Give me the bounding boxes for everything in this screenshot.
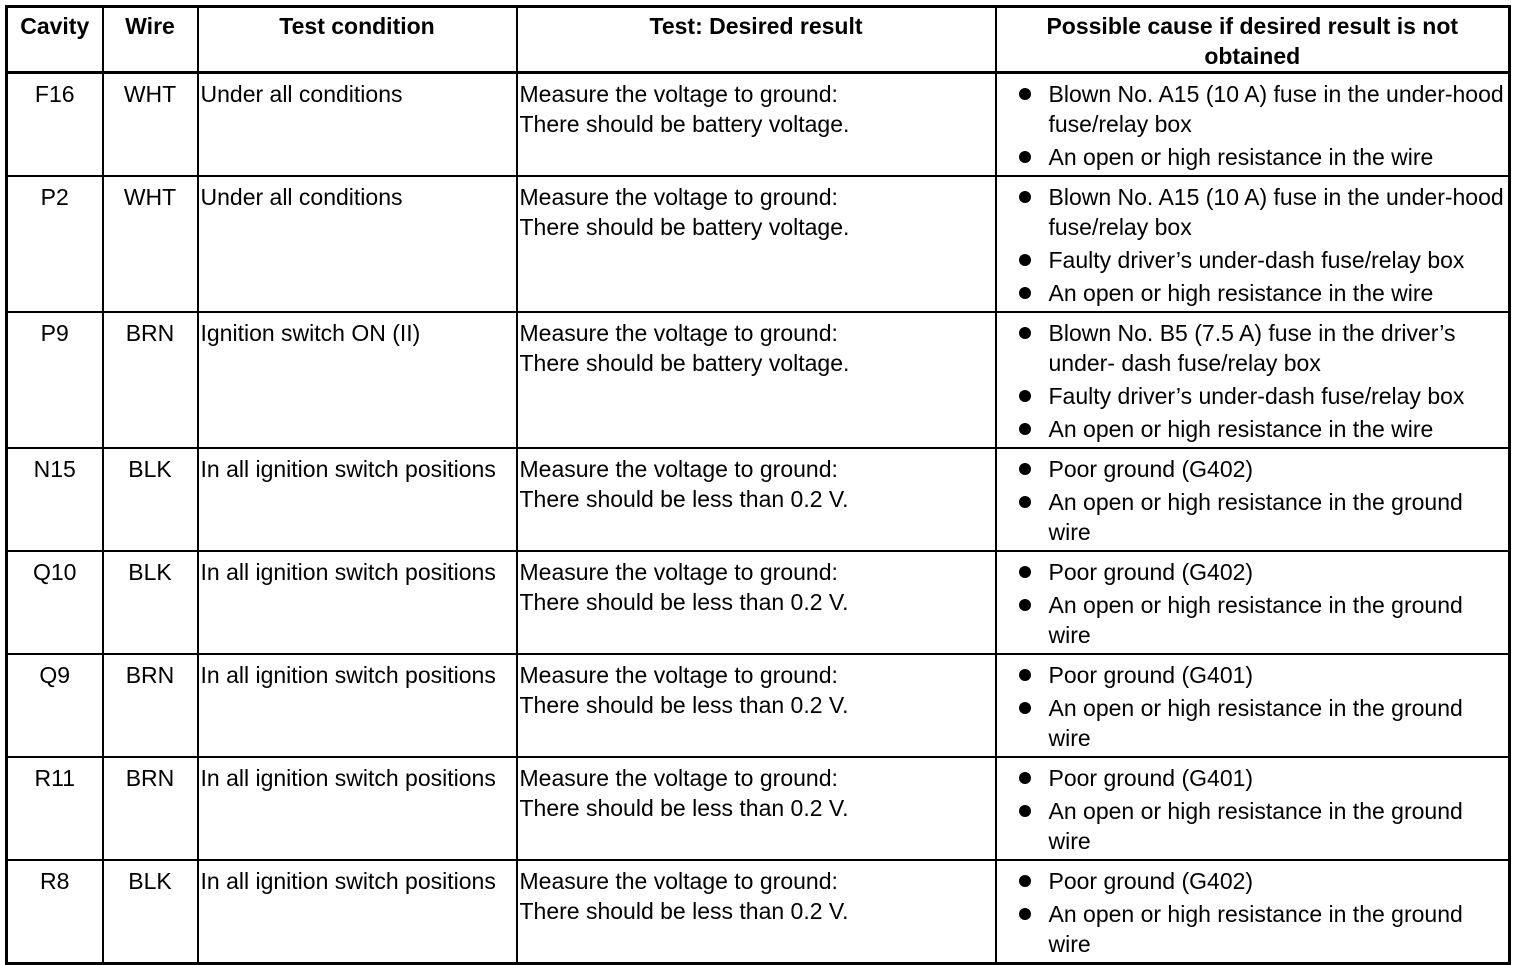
- cause-text: An open or high resistance in the wire: [1048, 416, 1434, 442]
- desired-result-cell: [517, 860, 996, 964]
- cavity-cell: F16: [7, 73, 103, 177]
- cause-text: An open or high resistance in the ground wire: [1048, 695, 1463, 751]
- cause-item: [1019, 796, 1505, 856]
- wire-cell: BRN: [103, 312, 198, 448]
- table-row: [7, 176, 1510, 312]
- bullet-icon: [1019, 287, 1031, 299]
- result-line: Measure the voltage to ground:: [519, 320, 838, 346]
- result-line: There should be battery voltage.: [519, 350, 850, 376]
- possible-cause-cell: [996, 757, 1510, 860]
- header-test-condition: Test condition: [198, 7, 517, 73]
- bullet-icon: [1019, 88, 1031, 100]
- header-desired-result: Test: Desired result: [517, 7, 996, 73]
- cause-text: Poor ground (G401): [1048, 662, 1254, 688]
- result-line: There should be battery voltage.: [519, 214, 850, 240]
- cause-list: [1019, 763, 1505, 856]
- cause-text: Faulty driver’s under-dash fuse/relay box: [1048, 383, 1465, 409]
- bullet-icon: [1019, 463, 1031, 475]
- table-row: [7, 448, 1510, 551]
- test-condition-cell: In all ignition switch positions: [198, 654, 517, 757]
- result-line: There should be less than 0.2 V.: [519, 589, 849, 615]
- result-line: There should be less than 0.2 V.: [519, 898, 849, 924]
- wire-cell: WHT: [103, 176, 198, 312]
- bullet-icon: [1019, 875, 1031, 887]
- table-row: [7, 73, 1510, 177]
- wire-cell: BLK: [103, 551, 198, 654]
- cause-text: An open or high resistance in the ground wire: [1048, 489, 1463, 545]
- cause-text: Poor ground (G402): [1048, 559, 1254, 585]
- bullet-icon: [1019, 669, 1031, 681]
- test-condition-cell: In all ignition switch positions: [198, 757, 517, 860]
- result-line: Measure the voltage to ground:: [519, 662, 838, 688]
- table-row: [7, 551, 1510, 654]
- test-condition-cell: Under all conditions: [198, 176, 517, 312]
- cause-item: [1019, 660, 1505, 690]
- cavity-cell: N15: [7, 448, 103, 551]
- cause-item: [1019, 182, 1505, 242]
- cavity-cell: P9: [7, 312, 103, 448]
- cause-item: [1019, 557, 1505, 587]
- desired-result-cell: [517, 312, 996, 448]
- result-line: There should be less than 0.2 V.: [519, 692, 849, 718]
- cavity-cell: Q9: [7, 654, 103, 757]
- cause-list: [1019, 557, 1505, 650]
- header-row: [7, 7, 1510, 73]
- test-condition-cell: Ignition switch ON (II): [198, 312, 517, 448]
- bullet-icon: [1019, 566, 1031, 578]
- cause-text: Blown No. A15 (10 A) fuse in the under-hood fuse/relay box: [1048, 81, 1504, 137]
- wire-cell: BLK: [103, 860, 198, 964]
- cause-text: An open or high resistance in the ground wire: [1048, 901, 1463, 957]
- cause-text: Poor ground (G402): [1048, 456, 1254, 482]
- bullet-icon: [1019, 191, 1031, 203]
- possible-cause-cell: [996, 312, 1510, 448]
- cause-item: [1019, 245, 1505, 275]
- table-row: [7, 860, 1510, 964]
- desired-result-cell: [517, 551, 996, 654]
- cause-item: [1019, 866, 1505, 896]
- cause-item: [1019, 487, 1505, 547]
- cause-text: Blown No. A15 (10 A) fuse in the under-hood fuse/relay box: [1048, 184, 1504, 240]
- possible-cause-cell: [996, 654, 1510, 757]
- result-line: Measure the voltage to ground:: [519, 456, 838, 482]
- result-line: Measure the voltage to ground:: [519, 765, 838, 791]
- possible-cause-cell: [996, 860, 1510, 964]
- wire-cell: BRN: [103, 757, 198, 860]
- wire-cell: WHT: [103, 73, 198, 177]
- possible-cause-cell: [996, 176, 1510, 312]
- cause-list: [1019, 79, 1505, 172]
- wire-cell: BRN: [103, 654, 198, 757]
- result-line: Measure the voltage to ground:: [519, 81, 838, 107]
- table-row: [7, 654, 1510, 757]
- possible-cause-cell: [996, 73, 1510, 177]
- test-condition-cell: In all ignition switch positions: [198, 551, 517, 654]
- result-line: Measure the voltage to ground:: [519, 868, 838, 894]
- cavity-cell: P2: [7, 176, 103, 312]
- bullet-icon: [1019, 702, 1031, 714]
- header-cavity: Cavity: [7, 7, 103, 73]
- result-line: There should be less than 0.2 V.: [519, 486, 849, 512]
- bullet-icon: [1019, 254, 1031, 266]
- cause-item: [1019, 899, 1505, 959]
- wire-cell: BLK: [103, 448, 198, 551]
- cause-list: [1019, 182, 1505, 308]
- bullet-icon: [1019, 908, 1031, 920]
- cavity-cell: R11: [7, 757, 103, 860]
- cause-list: [1019, 866, 1505, 959]
- cause-item: [1019, 278, 1505, 308]
- header-possible-cause: Possible cause if desired result is not obtained: [996, 7, 1510, 73]
- cause-item: [1019, 414, 1505, 444]
- bullet-icon: [1019, 772, 1031, 784]
- desired-result-cell: [517, 73, 996, 177]
- cause-list: [1019, 454, 1505, 547]
- cause-item: [1019, 693, 1505, 753]
- cavity-cell: R8: [7, 860, 103, 964]
- bullet-icon: [1019, 805, 1031, 817]
- cause-text: Blown No. B5 (7.5 A) fuse in the driver’s under- dash fuse/relay box: [1048, 320, 1456, 376]
- cause-item: [1019, 381, 1505, 411]
- possible-cause-cell: [996, 448, 1510, 551]
- test-condition-cell: In all ignition switch positions: [198, 448, 517, 551]
- bullet-icon: [1019, 327, 1031, 339]
- result-line: There should be less than 0.2 V.: [519, 795, 849, 821]
- cause-item: [1019, 142, 1505, 172]
- cavity-cell: Q10: [7, 551, 103, 654]
- table-row: [7, 312, 1510, 448]
- result-line: Measure the voltage to ground:: [519, 184, 838, 210]
- cause-text: Faulty driver’s under-dash fuse/relay box: [1048, 247, 1465, 273]
- cause-text: Poor ground (G402): [1048, 868, 1254, 894]
- cause-text: Poor ground (G401): [1048, 765, 1254, 791]
- test-condition-cell: In all ignition switch positions: [198, 860, 517, 964]
- possible-cause-cell: [996, 551, 1510, 654]
- desired-result-cell: [517, 757, 996, 860]
- table-row: [7, 757, 1510, 860]
- bullet-icon: [1019, 599, 1031, 611]
- cause-item: [1019, 79, 1505, 139]
- cause-text: An open or high resistance in the wire: [1048, 280, 1434, 306]
- desired-result-cell: [517, 448, 996, 551]
- bullet-icon: [1019, 496, 1031, 508]
- test-condition-cell: Under all conditions: [198, 73, 517, 177]
- diagnostic-table-container: [5, 5, 1508, 965]
- result-line: There should be battery voltage.: [519, 111, 850, 137]
- cause-text: An open or high resistance in the ground wire: [1048, 592, 1463, 648]
- desired-result-cell: [517, 654, 996, 757]
- cause-text: An open or high resistance in the ground wire: [1048, 798, 1463, 854]
- cause-list: [1019, 660, 1505, 753]
- header-wire: Wire: [103, 7, 198, 73]
- bullet-icon: [1019, 390, 1031, 402]
- bullet-icon: [1019, 423, 1031, 435]
- cause-item: [1019, 454, 1505, 484]
- bullet-icon: [1019, 151, 1031, 163]
- cause-text: An open or high resistance in the wire: [1048, 144, 1434, 170]
- cause-list: [1019, 318, 1505, 444]
- cause-item: [1019, 763, 1505, 793]
- desired-result-cell: [517, 176, 996, 312]
- cause-item: [1019, 590, 1505, 650]
- diagnostic-table: [5, 5, 1511, 965]
- result-line: Measure the voltage to ground:: [519, 559, 838, 585]
- cause-item: [1019, 318, 1505, 378]
